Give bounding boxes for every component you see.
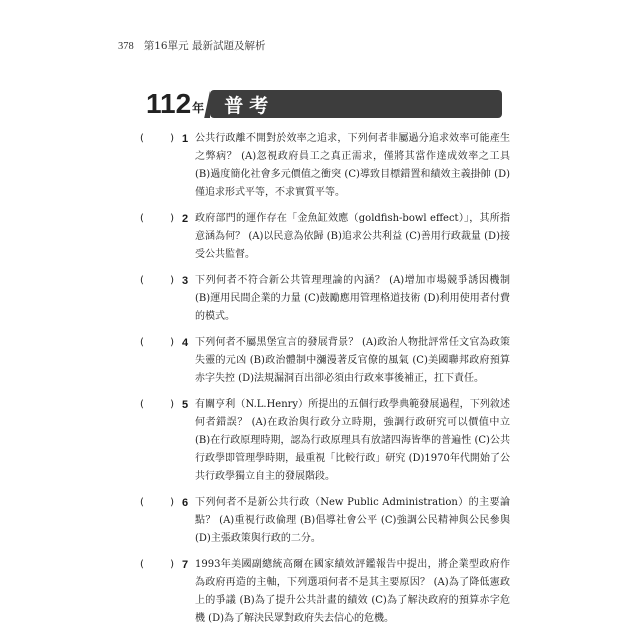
question-item bbox=[140, 334, 510, 388]
exam-year-suffix: 年 bbox=[192, 101, 205, 115]
question-number: 3 bbox=[182, 275, 189, 287]
question-item bbox=[140, 396, 510, 486]
question-text: 政府部門的運作存在「金魚缸效應（goldfish-bowl effect）」，其所指意涵為何？ (A)以民意為依歸 (B)追求公共利益 (C)善用行政裁量 (D)接受公共監督。 bbox=[195, 213, 510, 260]
question-item bbox=[140, 494, 510, 548]
page-number: 378 bbox=[118, 41, 134, 52]
question-number: 5 bbox=[182, 399, 189, 411]
answer-blank: ( ) bbox=[140, 497, 174, 508]
answer-blank: ( ) bbox=[140, 399, 174, 410]
question-item bbox=[140, 210, 510, 264]
question-number: 7 bbox=[182, 559, 189, 571]
question-text: 下列何者不是新公共行政（New Public Administration）的主要論點？ (A)重視行政倫理 (B)倡導社會公平 (C)強調公民精神與公民參與 (D)主張政策與行政的二分。 bbox=[195, 497, 510, 544]
answer-blank: ( ) bbox=[140, 133, 174, 144]
unit-title: 第16單元 最新試題及解析 bbox=[143, 40, 266, 52]
running-header bbox=[118, 38, 265, 53]
question-item bbox=[140, 130, 510, 202]
question-list bbox=[140, 130, 510, 636]
exam-name-banner bbox=[210, 90, 502, 118]
question-item bbox=[140, 556, 510, 628]
exam-year: 112 bbox=[146, 88, 192, 119]
exam-name: 普考 bbox=[224, 94, 275, 117]
section-title bbox=[146, 90, 502, 118]
question-item bbox=[140, 272, 510, 326]
question-text: 公共行政離不開對於效率之追求，下列何者非屬過分追求效率可能產生之弊病？ (A)忽視政府員工之真正需求，僅將其當作達成效率之工具 (B)過度簡化社會多元價值之衝突 (C)導致目標錯置和績效主義掛帥 (D)僅追求形式平等，不求實質平等。 bbox=[195, 133, 510, 198]
answer-blank: ( ) bbox=[140, 275, 174, 286]
question-text: 1993年美國副總統高爾在國家績效評鑑報告中提出，將企業型政府作為政府再造的主軸，下列選項何者不是其主要原因？ (A)為了降低憲政上的爭議 (B)為了提升公共計畫的績效 (C)為了解決政府的預算赤字危機 (D)為了解決民眾對政府失去信心的危機。 bbox=[195, 559, 510, 624]
question-number: 6 bbox=[182, 497, 189, 509]
question-number: 2 bbox=[182, 213, 189, 225]
answer-blank: ( ) bbox=[140, 337, 174, 348]
answer-blank: ( ) bbox=[140, 213, 174, 224]
question-text: 下列何者不符合新公共管理理論的內涵？ (A)增加市場競爭誘因機制 (B)運用民間企業的力量 (C)鼓勵應用管理格道技術 (D)利用使用者付費的模式。 bbox=[195, 275, 510, 322]
question-text: 有關亨利（N.L.Henry）所提出的五個行政學典範發展過程，下列敘述何者錯誤？ (A)在政治與行政分立時期，強調行政研究可以價值中立 (B)在行政原理時期，認為行政原理具有放諸四海皆準的普遍性 (C)公共行政學即管理學時期，最重視「比較行政」研究 (D)1970年代開始了公共行政學獨立自主的發展階段。 bbox=[195, 399, 510, 482]
answer-blank: ( ) bbox=[140, 559, 174, 570]
question-number: 1 bbox=[182, 133, 189, 145]
question-number: 4 bbox=[182, 337, 189, 349]
question-text: 下列何者不屬黑堡宣言的發展背景？ (A)政治人物批評常任文官為政策失靈的元凶 (B)政治體制中瀰漫著反官僚的風氣 (C)美國聯邦政府預算赤字失控 (D)法規漏洞百出卻必須由行政來事後補正，扛下責任。 bbox=[195, 337, 510, 384]
